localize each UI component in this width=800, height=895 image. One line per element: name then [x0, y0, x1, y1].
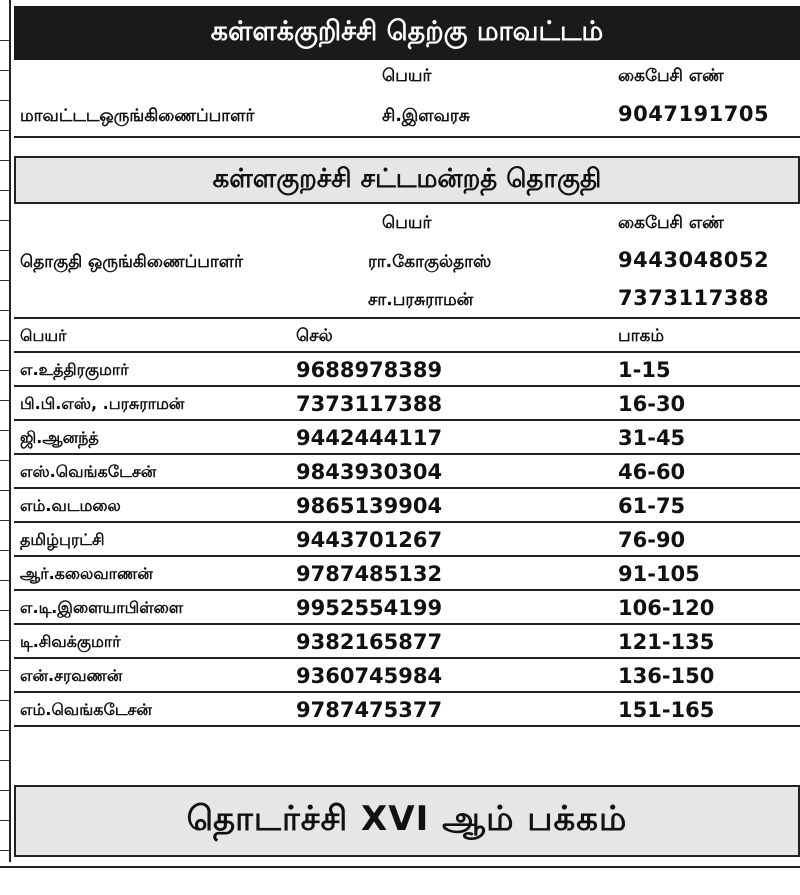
row-name: எம்.வெங்கடேசன் [20, 700, 152, 719]
row-name: எ.டி.இளையாபிள்ளை [20, 598, 184, 617]
row-cell-number: 9382165877 [296, 630, 443, 654]
district-title: கள்ளக்குறிச்சி தெற்கு மாவட்டம் [14, 6, 800, 60]
district-coordinator-name: சி.இளவரசு [382, 106, 470, 126]
row-cell-number: 9865139904 [296, 494, 443, 518]
divider [14, 136, 800, 138]
row-cell-number: 9952554199 [296, 596, 443, 620]
row-cell-number: 7373117388 [296, 392, 443, 416]
row-name: என்.சரவணன் [20, 666, 123, 685]
row-name: எஸ்.வெங்கடேசன் [20, 462, 157, 481]
row-part-range: 76-90 [618, 528, 686, 552]
constituency-role: தொகுதி ஒருங்கிணைப்பாளர் [20, 252, 243, 272]
table-row [14, 693, 800, 727]
left-column-rule [0, 0, 11, 862]
table-row [14, 591, 800, 625]
table-row [14, 557, 800, 591]
district-name-header: பெயர் [382, 66, 432, 86]
row-part-range: 151-165 [618, 698, 715, 722]
row-part-range: 91-105 [618, 562, 700, 586]
row-part-range: 121-135 [618, 630, 715, 654]
row-cell-number: 9688978389 [296, 358, 443, 382]
table-header-row [14, 319, 800, 353]
row-part-range: 106-120 [618, 596, 715, 620]
constituency-coordinator-name: ரா.கோகுல்தாஸ் [368, 252, 492, 272]
district-phone-header: கைபேசி எண் [618, 66, 724, 86]
row-part-range: 61-75 [618, 494, 686, 518]
row-part-range: 136-150 [618, 664, 715, 688]
continued-footer: தொடர்ச்சி XVI ஆம் பக்கம் [14, 785, 800, 857]
table-row [14, 625, 800, 659]
table-row [14, 387, 800, 421]
district-role: மாவட்டடஒருங்கிணைப்பாளர் [20, 106, 255, 126]
header-cell: செல் [296, 326, 333, 346]
table-row [14, 489, 800, 523]
header-part: பாகம் [618, 326, 665, 346]
row-name: தமிழ்புரட்சி [20, 530, 105, 549]
row-name: எம்.வடமலை [20, 496, 121, 515]
constituency-coordinator-phone: 7373117388 [618, 286, 770, 310]
bottom-rule [0, 866, 800, 868]
district-coordinator-phone: 9047191705 [618, 102, 770, 126]
table-row [14, 353, 800, 387]
constituency-coordinator-phone: 9443048052 [618, 248, 770, 272]
table-row [14, 455, 800, 489]
row-cell-number: 9442444117 [296, 426, 443, 450]
row-cell-number: 9360745984 [296, 664, 443, 688]
table-row [14, 523, 800, 557]
row-cell-number: 9843930304 [296, 460, 443, 484]
constituency-title: கள்ளகுறச்சி சட்டமன்றத் தொகுதி [14, 156, 800, 204]
table-row [14, 421, 800, 455]
row-name: டி.சிவக்குமார் [20, 632, 121, 651]
row-name: ஜி.ஆனந்த் [20, 428, 99, 447]
constituency-phone-header: கைபேசி எண் [618, 213, 724, 233]
constituency-name-header: பெயர் [382, 213, 432, 233]
table-row [14, 659, 800, 693]
row-part-range: 16-30 [618, 392, 686, 416]
header-name: பெயர் [20, 326, 67, 345]
row-part-range: 31-45 [618, 426, 686, 450]
row-part-range: 1-15 [618, 358, 671, 382]
row-name: ஆர்.கலைவாணன் [20, 564, 153, 583]
row-name: எ.உத்திரகுமார் [20, 360, 129, 379]
row-cell-number: 9443701267 [296, 528, 443, 552]
notice-page [14, 0, 800, 862]
row-name: பி.பி.எஸ், .பரசுராமன் [20, 394, 185, 413]
row-cell-number: 9787485132 [296, 562, 443, 586]
constituency-coordinator-name: சா.பரசுராமன் [368, 290, 474, 310]
row-part-range: 46-60 [618, 460, 686, 484]
row-cell-number: 9787475377 [296, 698, 443, 722]
